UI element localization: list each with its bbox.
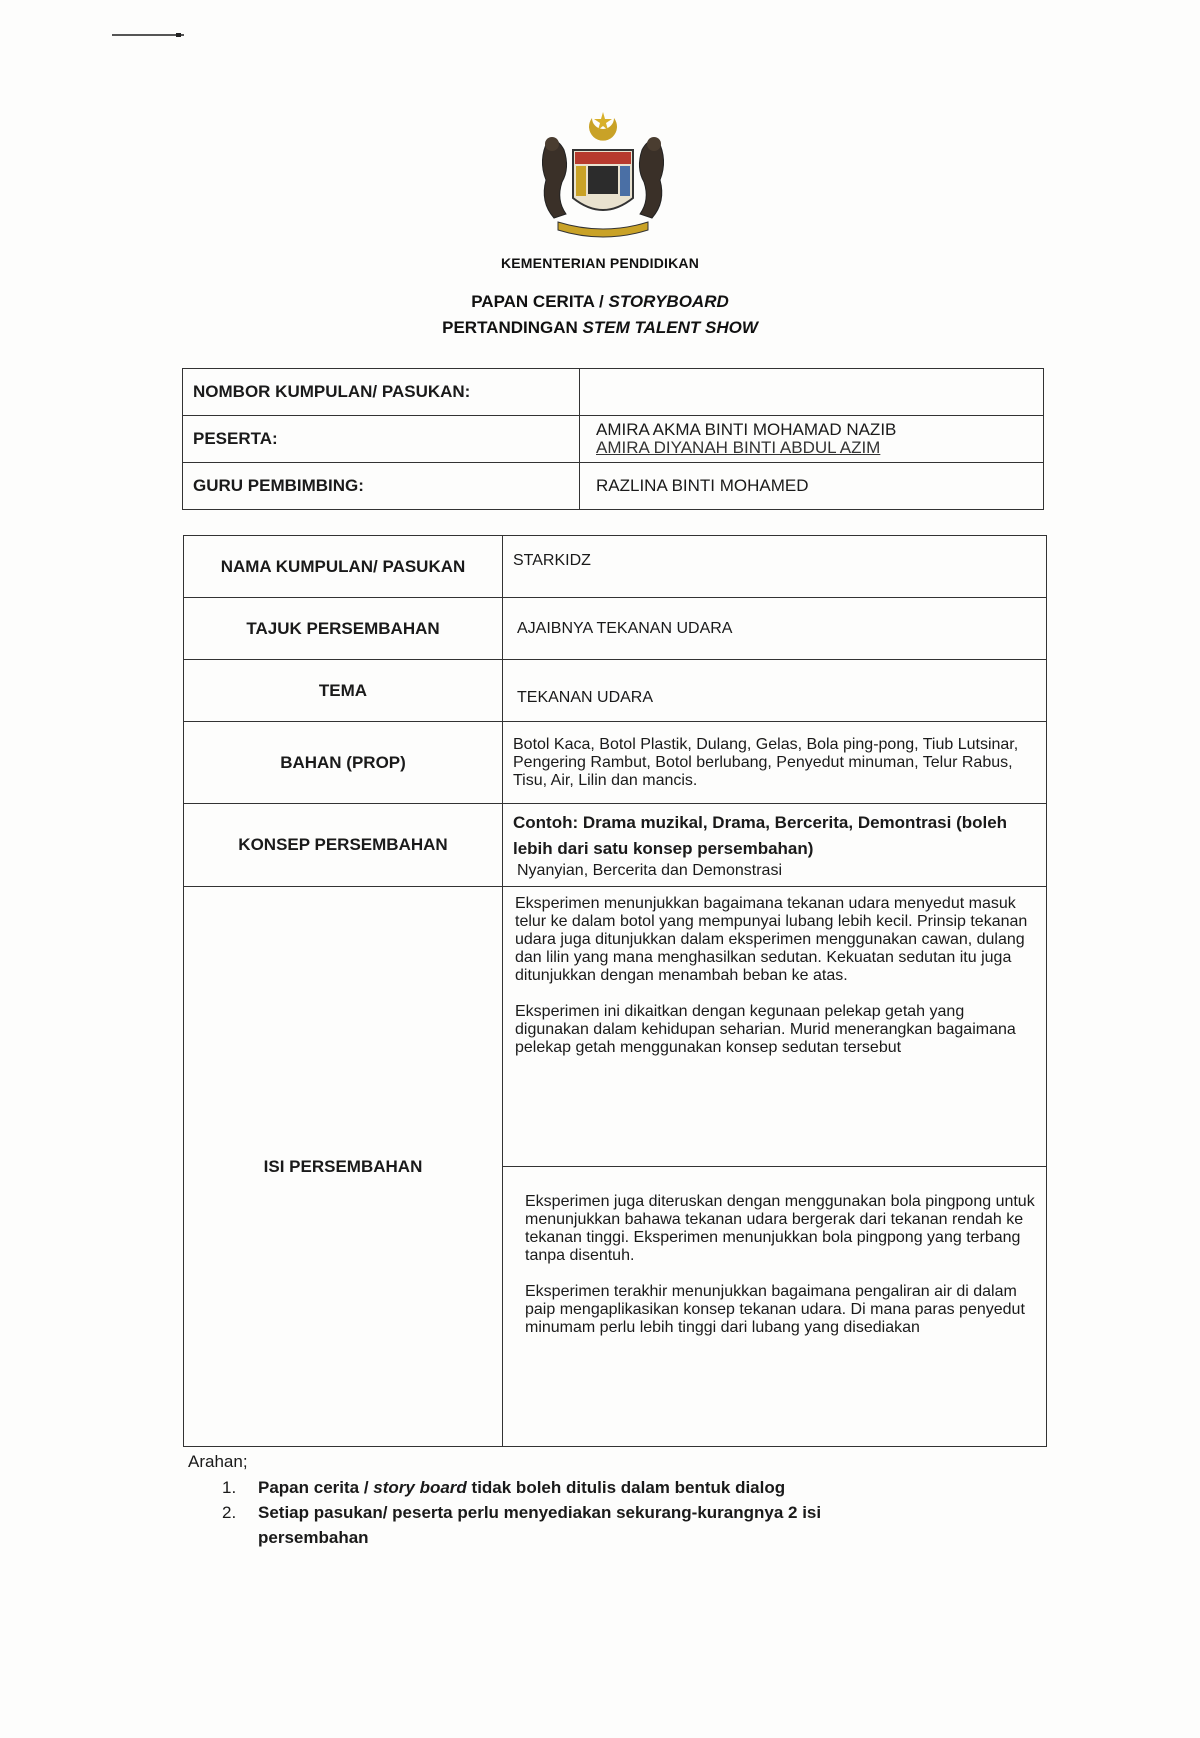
props-value: Botol Kaca, Botol Plastik, Dulang, Gelas, Bola ping-pong, Tiub Lutsinar, Pengering Rambut, Botol berlubang, Penyedut minuman, Telur Rabus, Tisu, Air, Lilin dan mancis. bbox=[503, 722, 1047, 804]
group-name-value: STARKIDZ bbox=[503, 536, 1047, 598]
participants-table bbox=[182, 368, 1044, 510]
content-paragraph: Eksperimen menunjukkan bagaimana tekanan udara menyedut masuk telur ke dalam botol yang mempunyai lubang lebih kecil. Prinsip tekanan udara juga ditunjukkan dalam eksperimen menggunakan cawan, dulang dan lilin yang mana menghasilkan sedutan. Kekuatan sedutan itu juga ditunjukkan dengan menambah beban ke atas. bbox=[515, 895, 1028, 984]
participants-value bbox=[580, 416, 1044, 463]
theme-label: TEMA bbox=[184, 660, 503, 722]
concept-label: KONSEP PERSEMBAHAN bbox=[184, 804, 503, 887]
table-row bbox=[184, 536, 1047, 598]
ministry-name: KEMENTERIAN PENDIDIKAN bbox=[500, 255, 700, 271]
content-paragraph: Eksperimen juga diteruskan dengan menggunakan bola pingpong untuk menunjukkan bahawa tekanan udara bergerak dari tekanan rendah ke tekanan tinggi. Eksperimen menunjukkan bola pingpong yang terbang tanpa disentuh. bbox=[525, 1193, 1035, 1264]
instructions-list bbox=[222, 1475, 922, 1550]
table-row bbox=[184, 804, 1047, 887]
table-row bbox=[184, 887, 1047, 1167]
table-row bbox=[183, 416, 1044, 463]
group-number-label: NOMBOR KUMPULAN/ PASUKAN: bbox=[183, 369, 580, 416]
document-title: PAPAN CERITA / STORYBOARD bbox=[471, 292, 729, 311]
participant-name: AMIRA AKMA BINTI MOHAMAD NAZIB bbox=[596, 420, 897, 439]
participant-name: AMIRA DIYANAH BINTI ABDUL AZIM bbox=[596, 438, 881, 457]
list-item: 2. Setiap pasukan/ peserta perlu menyediakan sekurang-kurangnya 2 isi persembahan bbox=[222, 1503, 822, 1547]
content-section-2 bbox=[503, 1167, 1047, 1447]
concept-value: Nyanyian, Bercerita dan Demonstrasi bbox=[517, 862, 783, 879]
title-value: AJAIBNYA TEKANAN UDARA bbox=[503, 598, 1047, 660]
content-paragraph: Eksperimen terakhir menunjukkan bagaimana pengaliran air di dalam paip mengaplikasikan konsep tekanan udara. Di mana paras penyedut minumam perlu lebih tinggi dari lubang yang disediakan bbox=[525, 1283, 1025, 1336]
table-row bbox=[183, 463, 1044, 510]
teacher-label: GURU PEMBIMBING: bbox=[183, 463, 580, 510]
group-name-label: NAMA KUMPULAN/ PASUKAN bbox=[184, 536, 503, 598]
group-number-value bbox=[580, 369, 1044, 416]
concept-cell bbox=[503, 804, 1047, 887]
content-label: ISI PERSEMBAHAN bbox=[184, 887, 503, 1447]
content-section-1 bbox=[503, 887, 1047, 1167]
props-label: BAHAN (PROP) bbox=[184, 722, 503, 804]
table-row bbox=[183, 369, 1044, 416]
table-row bbox=[184, 660, 1047, 722]
list-item: 1. Papan cerita / story board tidak boleh ditulis dalam bentuk dialog bbox=[222, 1478, 786, 1497]
storyboard-table bbox=[183, 535, 1047, 1447]
concept-example: Contoh: Drama muzikal, Drama, Bercerita, Demontrasi (boleh lebih dari satu konsep persembahan) bbox=[513, 813, 1008, 858]
instructions-heading: Arahan; bbox=[188, 1452, 248, 1471]
document-subtitle: PERTANDINGAN STEM TALENT SHOW bbox=[442, 318, 758, 337]
scan-artifact bbox=[112, 34, 184, 36]
participants-label: PESERTA: bbox=[183, 416, 580, 463]
theme-value: TEKANAN UDARA bbox=[503, 660, 1047, 722]
title-label: TAJUK PERSEMBAHAN bbox=[184, 598, 503, 660]
teacher-value: RAZLINA BINTI MOHAMED bbox=[580, 463, 1044, 510]
malaysia-coat-of-arms-icon bbox=[528, 110, 678, 245]
table-row bbox=[184, 598, 1047, 660]
table-row bbox=[184, 722, 1047, 804]
content-paragraph: Eksperimen ini dikaitkan dengan kegunaan pelekap getah yang digunakan dalam kehidupan seharian. Murid menerangkan bagaimana pelekap getah menggunakan konsep sedutan tersebut bbox=[515, 1003, 1016, 1056]
scan-artifact bbox=[176, 33, 181, 37]
